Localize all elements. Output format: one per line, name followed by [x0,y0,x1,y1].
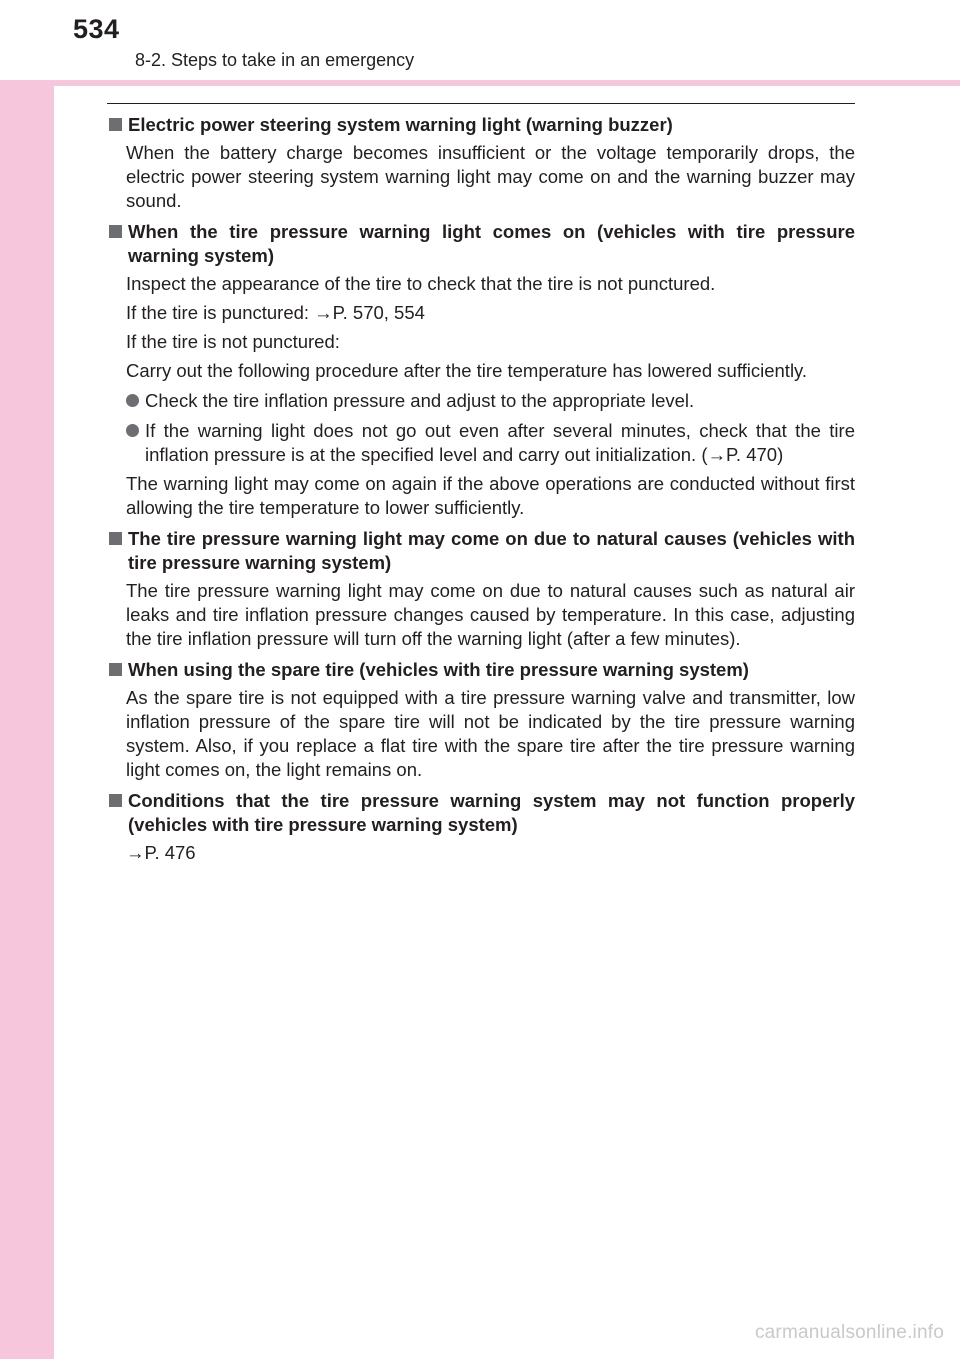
page-reference: If the tire is punctured: →P. 570, 554 [126,302,425,323]
paragraph: Inspect the appearance of the tire to check that the tire is not punctured. [126,273,716,294]
circle-bullet-icon [126,424,139,437]
section-natural-causes [107,527,855,651]
section-spare-tire [107,658,855,782]
page-reference: →P. 476 [126,842,196,863]
list-item-text: If the warning light does not go out even after several minutes, check that the tire inflation pressure is at the specified level and carry out initialization. (→P. 470) [145,420,855,465]
square-bullet-icon [109,118,122,131]
list-item [107,419,855,467]
list-item-text: Check the tire inflation pressure and adjust to the appropriate level. [145,390,695,411]
section-heading [107,658,855,682]
section-title: 8-2. Steps to take in an emergency [135,50,415,70]
section-heading [107,113,855,137]
heading-text: When the tire pressure warning light comes on (vehicles with tire pressure warning system) [128,221,855,266]
paragraph: When the battery charge becomes insufficient or the voltage temporarily drops, the electric power steering system warning light may come on and the warning buzzer may sound. [126,142,855,211]
paragraph: As the spare tire is not equipped with a tire pressure warning valve and transmitter, low inflation pressure of the spare tire will not be indicated by the tire pressure warning system. Also, if you replace a flat tire with the spare tire after the tire pressure warning light comes on, the light remains on. [126,687,855,780]
header-rule [0,80,960,86]
section-conditions [107,789,855,865]
left-margin-band [0,0,54,1359]
square-bullet-icon [109,225,122,238]
watermark: carmanualsonline.info [754,1322,944,1343]
paragraph: The tire pressure warning light may come on due to natural causes such as natural air leaks and tire inflation pressure changes caused by temperature. In this case, adjusting the tire inflation pressure will turn off the warning light (after a few minutes). [126,580,855,649]
section-tire-warning-on [107,220,855,520]
square-bullet-icon [109,663,122,676]
heading-text: Electric power steering system warning light (warning buzzer) [128,114,673,135]
section-heading [107,220,855,268]
section-power-steering [107,113,855,213]
list-item [107,389,855,413]
square-bullet-icon [109,794,122,807]
paragraph: The warning light may come on again if the above operations are conducted without first allowing the tire temperature to lower sufficiently. [126,473,855,518]
section-heading [107,527,855,575]
content-divider [107,103,855,104]
paragraph: If the tire is not punctured: [126,331,340,352]
heading-text: When using the spare tire (vehicles with tire pressure warning system) [128,659,749,680]
square-bullet-icon [109,532,122,545]
section-heading [107,789,855,837]
content-body [107,113,855,872]
paragraph: Carry out the following procedure after the tire temperature has lowered sufficiently. [126,360,808,381]
circle-bullet-icon [126,394,139,407]
page-number: 534 [73,14,120,44]
heading-text: The tire pressure warning light may come on due to natural causes (vehicles with tire pressure warning system) [128,528,855,573]
heading-text: Conditions that the tire pressure warning system may not function properly (vehicles with tire pressure warning system) [128,790,855,835]
